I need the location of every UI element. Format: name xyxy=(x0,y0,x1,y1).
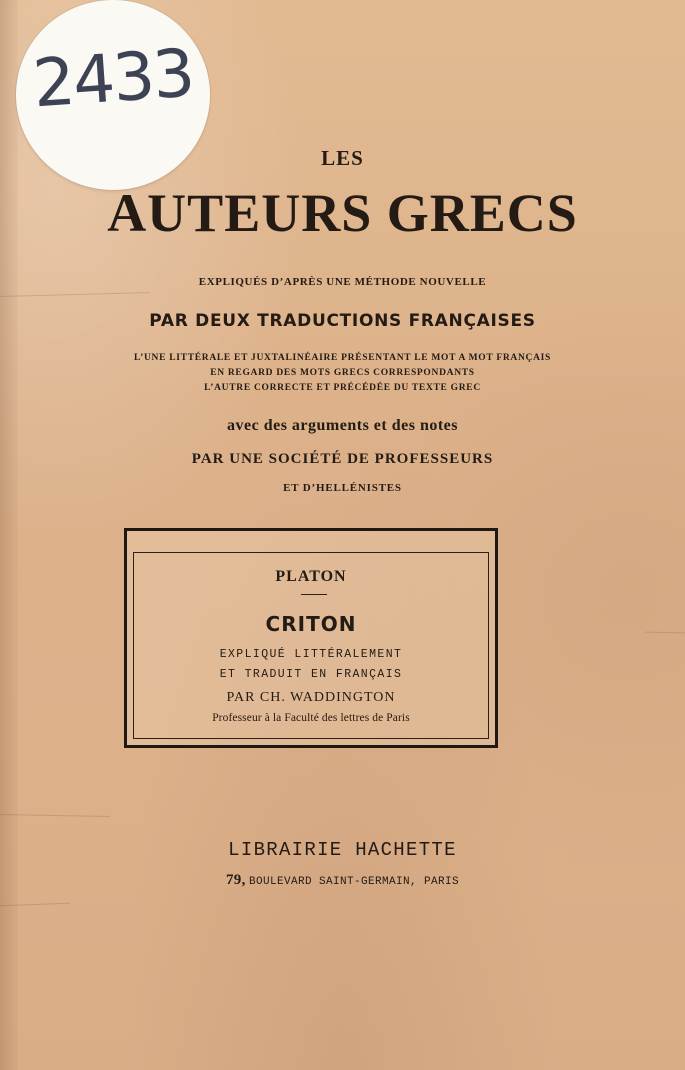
publisher-name: LIBRAIRIE HACHETTE xyxy=(228,839,457,861)
title-frame xyxy=(124,528,498,748)
method-line: EXPLIQUÉS D’APRÈS UNE MÉTHODE NOUVELLE xyxy=(198,276,487,288)
title-prefix: LES xyxy=(321,146,364,170)
address-text: BOULEVARD SAINT-GERMAIN, PARIS xyxy=(248,876,459,888)
society-line: PAR UNE SOCIÉTÉ DE PROFESSEURS xyxy=(191,451,494,467)
notes-line: avec des arguments et des notes xyxy=(226,417,459,434)
translator-line: PAR CH. WADDINGTON xyxy=(226,690,396,705)
explained-line: EXPLIQUÉ LITTÉRALEMENT xyxy=(219,648,403,661)
translated-line: ET TRADUIT EN FRANÇAIS xyxy=(219,668,403,681)
work-title: CRITON xyxy=(265,612,357,636)
paper-crease xyxy=(645,632,685,634)
paper-crease xyxy=(0,292,150,297)
catalog-number: 2433 xyxy=(30,34,196,123)
series-title: AUTEURS GRECS xyxy=(107,183,578,243)
author-name: PLATON xyxy=(275,568,347,585)
hellenists-line: ET D’HELLÉNISTES xyxy=(283,482,402,494)
description-lines: L’UNE LITTÉRALE ET JUXTALINÉAIRE PRÉSENTANT LE MOT A MOT FRANÇAIS EN REGARD DES MOTS GRECS CORRESPONDANTS L’AUTRE CORRECTE ET PRÉCÉDÉE DU TEXTE GREC xyxy=(133,353,552,393)
translator-role: Professeur à la Faculté des lettres de Paris xyxy=(212,712,410,724)
translation-heading: PAR DEUX TRADUCTIONS FRANÇAISES xyxy=(149,311,536,331)
author-rule xyxy=(301,594,327,595)
address-number: 79, xyxy=(225,872,246,888)
publisher-address xyxy=(0,873,685,888)
